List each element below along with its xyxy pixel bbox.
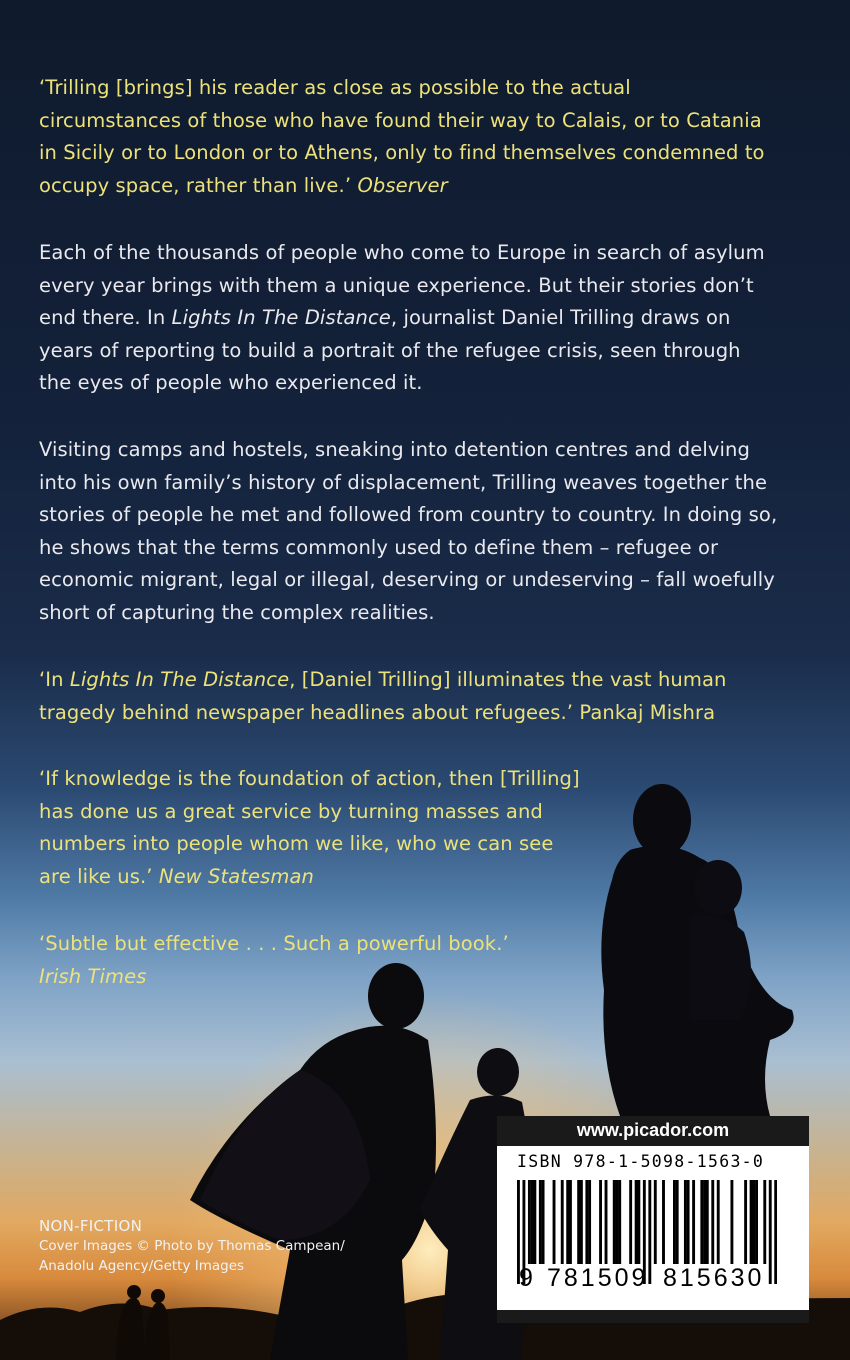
barcode-bar [662, 1180, 665, 1264]
barcode-bar [553, 1180, 556, 1264]
barcode-bar [566, 1180, 569, 1264]
barcode-bar [605, 1180, 608, 1264]
barcode-bar [599, 1180, 602, 1264]
barcode-bar [613, 1180, 616, 1264]
barcode-bar [637, 1180, 640, 1264]
ean-right-digits: 815630 [663, 1264, 765, 1292]
barcode-bar [763, 1180, 766, 1264]
barcode-bar [588, 1180, 591, 1264]
barcode-area [497, 1146, 809, 1310]
barcode-bar [542, 1180, 545, 1264]
quote-mishra-before: ‘In [39, 668, 70, 691]
barcode-bar [528, 1180, 531, 1264]
ean-left-digits: 781509 [547, 1264, 649, 1292]
barcode-bar [618, 1180, 621, 1264]
quote-observer-source: Observer [357, 173, 448, 197]
synopsis-1-before: Each of the thousands of people who come to Europe in search of asylum every year brings with them a unique experience. But their stories don’t end there. In [39, 241, 765, 329]
barcode-bar [774, 1180, 777, 1284]
quote-new-statesman [39, 763, 584, 893]
barcode-bar [676, 1180, 679, 1264]
quote-observer-text: ‘Trilling [brings] his reader as close as possible to the actual circumstances of those who have found their way to Calais, or to Catania in Sicily or to London or to Athens, only to find themselves condemned to occupy space, rather than live.’ [39, 76, 765, 197]
quote-mishra-after: , [Daniel Trilling] illuminates the vast human tragedy behind newspaper headlines about refugees.’ Pankaj Mishra [39, 668, 727, 724]
barcode-bar [752, 1180, 755, 1264]
quote-irish-times [39, 928, 779, 993]
barcode-bar [629, 1180, 632, 1264]
barcode-bar [684, 1180, 687, 1264]
barcode-bar [616, 1180, 619, 1264]
synopsis-paragraph-2 [39, 434, 779, 629]
barcode-panel [497, 1116, 809, 1323]
quote-irish-text: ‘Subtle but effective . . . Such a powerful book.’ [39, 932, 509, 955]
barcode-bar [730, 1180, 733, 1264]
publisher-url: www.picador.com [576, 1120, 730, 1140]
category-label: NON-FICTION [39, 1217, 143, 1235]
barcode-bar [648, 1180, 651, 1284]
quote-statesman-text: ‘If knowledge is the foundation of action, then [Trilling] has done us a great service by turning masses and numbers into people whom we like, who we can see are like us.’ [39, 767, 580, 888]
barcode-bar [654, 1180, 657, 1264]
barcode-bar [577, 1180, 580, 1264]
barcode-bar [673, 1180, 676, 1264]
barcode-bar [635, 1180, 638, 1264]
book-title: Lights In The Distance [171, 306, 391, 329]
barcode-bar [711, 1180, 714, 1264]
barcode-bar [539, 1180, 542, 1264]
credit-line-1: Cover Images © Photo by Thomas Campean/ [39, 1238, 345, 1254]
barcode-bar [580, 1180, 583, 1264]
quote-pankaj-mishra [39, 664, 779, 729]
barcode-bar [585, 1180, 588, 1264]
isbn-label: ISBN 978-1-5098-1563-0 [517, 1152, 765, 1171]
barcode-bar [531, 1180, 534, 1264]
barcode-bar [703, 1180, 706, 1264]
synopsis-paragraph-1 [39, 237, 779, 400]
photo-credit [39, 1216, 345, 1276]
barcode-bar [569, 1180, 572, 1264]
quote-mishra-title: Lights In The Distance [69, 668, 290, 691]
credit-line-2: Anadolu Agency/Getty Images [39, 1258, 245, 1274]
barcode-bar [533, 1180, 536, 1264]
barcode-bar [755, 1180, 758, 1264]
quote-observer [39, 72, 779, 202]
quote-irish-source: Irish Times [39, 964, 147, 988]
synopsis-2-text: Visiting camps and hostels, sneaking into detention centres and delving into his own family’s history of displacement, Trilling weaves together the stories of people he met and followed from country to country. In doing so, he shows that the terms commonly used to define them – refugee or economic migrant, legal or illegal, deserving or undeserving – fall woefully short of capturing the complex realities. [39, 438, 778, 624]
barcode-bar [717, 1180, 720, 1264]
barcode-bar [744, 1180, 747, 1264]
ean-first-digit: 9 [519, 1264, 533, 1292]
barcode-bar [561, 1180, 564, 1264]
barcode-bar [687, 1180, 690, 1264]
barcode-bar [706, 1180, 709, 1264]
barcode-bar [769, 1180, 772, 1284]
synopsis-1-after: , journalist Daniel Trilling draws on years of reporting to build a portrait of the refugee crisis, seen through the eyes of people who experienced it. [39, 306, 741, 394]
barcode-bar [700, 1180, 703, 1264]
barcode-bar [692, 1180, 695, 1264]
barcode-bar [750, 1180, 753, 1264]
quote-statesman-source: New Statesman [158, 864, 315, 888]
